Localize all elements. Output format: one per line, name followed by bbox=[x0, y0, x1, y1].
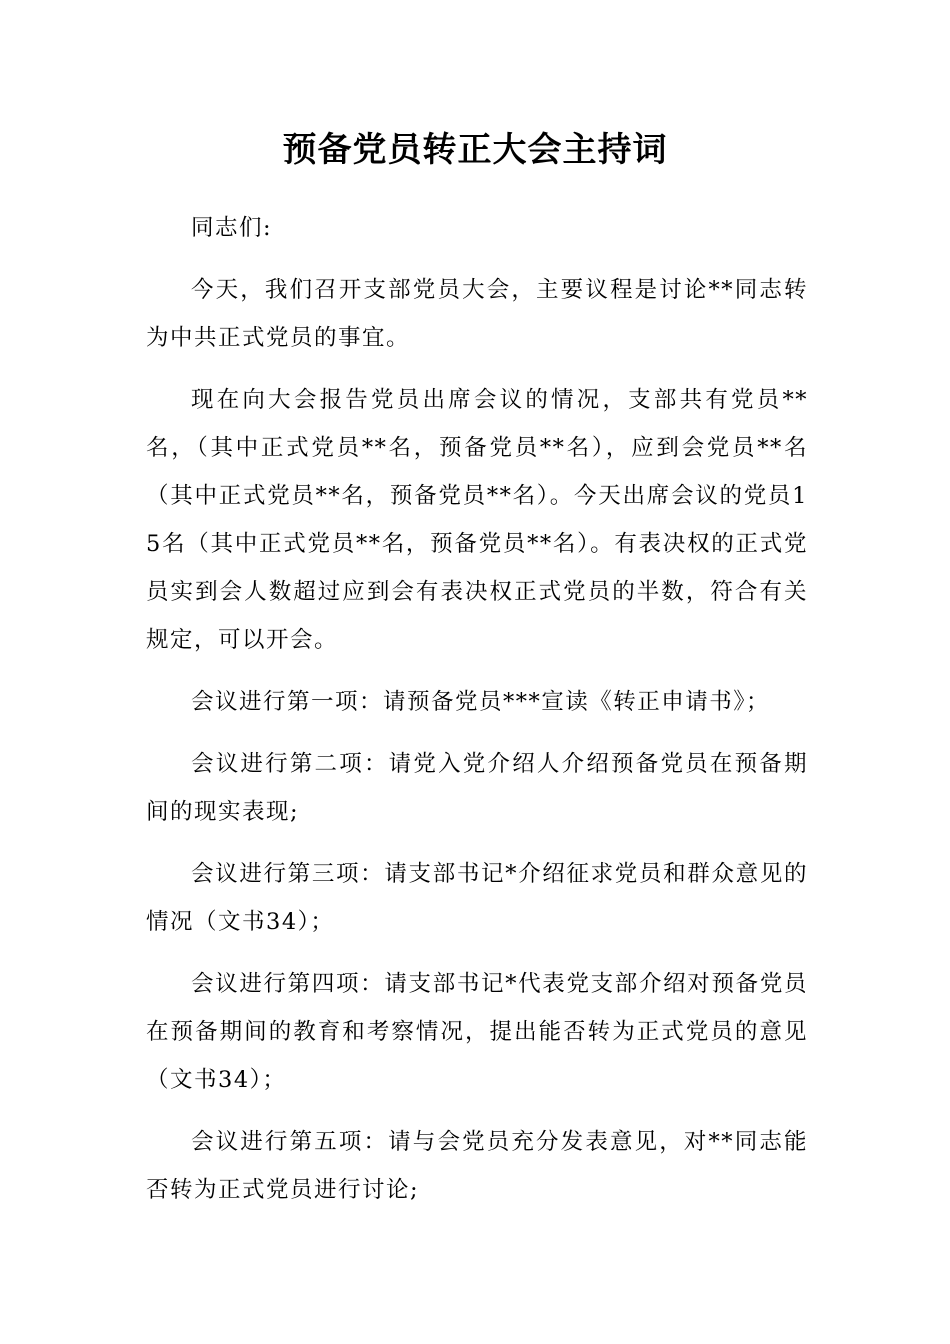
paragraph-item-2: 会议进行第二项：请党入党介绍人介绍预备党员在预备期间的现实表现; bbox=[146, 751, 808, 825]
paragraph-attendance-report: 现在向大会报告党员出席会议的情况，支部共有党员**名，（其中正式党员**名，预备党员**名），应到会党员**名（其中正式党员**名，预备党员**名）。今天出席会议的党员15名（其中正式党员**名，预备党员**名）。有表决权的正式党员实到会人数超过应到会有表决权正式党员的半数，符合有关规定，可以开会。 bbox=[146, 387, 808, 653]
paragraph-item-3: 会议进行第三项：请支部书记*介绍征求党员和群众意见的情况（文书34）； bbox=[146, 861, 808, 935]
paragraph-item-5: 会议进行第五项：请与会党员充分发表意见，对**同志能否转为正式党员进行讨论; bbox=[146, 1129, 808, 1203]
paragraph-item-1: 会议进行第一项：请预备党员***宣读《转正申请书》； bbox=[191, 689, 771, 715]
document-body bbox=[146, 204, 808, 1228]
paragraph-salutation: 同志们: bbox=[191, 215, 273, 241]
paragraph-agenda-intro: 今天，我们召开支部党员大会，主要议程是讨论**同志转为中共正式党员的事宜。 bbox=[146, 277, 808, 351]
paragraph-item-4: 会议进行第四项：请支部书记*代表党支部介绍对预备党员在预备期间的教育和考察情况，提出能否转为正式党员的意见（文书34）； bbox=[146, 971, 808, 1093]
document-title: 预备党员转正大会主持词 bbox=[282, 130, 668, 170]
